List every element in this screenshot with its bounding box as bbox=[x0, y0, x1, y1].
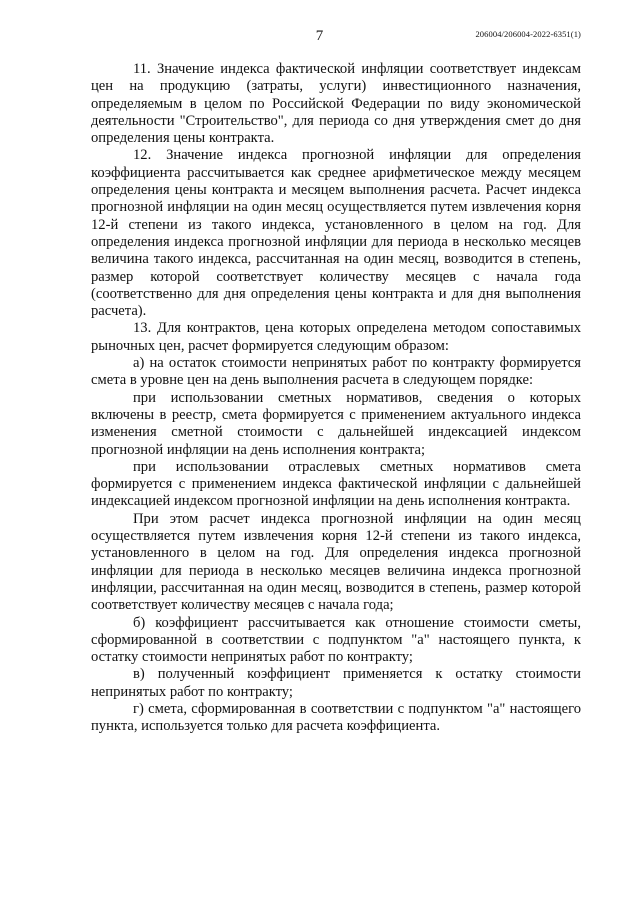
paragraph-registry-norms: при использовании сметных нормативов, сведения о которых включены в реестр, смета формируется с применением актуального индекса изменения сметной стоимости с дальнейшей индексацией индексом прогнозной инфляции на день исполнения контракта; bbox=[91, 389, 581, 458]
paragraph-11: 11. Значение индекса фактической инфляции соответствует индексам цен на продукцию (затраты, услуги) инвестиционного назначения, определяемым в целом по Российской Федерации по виду экономической деятельности "Строительство", для периода со дня утверждения смет до дня определения цены контракта. bbox=[91, 61, 581, 147]
subparagraph-g: г) смета, сформированная в соответствии с подпунктом "а" настоящего пункта, используется только для расчета коэффициента. bbox=[91, 700, 581, 735]
paragraph-12: 12. Значение индекса прогнозной инфляции для определения коэффициента рассчитывается как среднее арифметическое между месяцем определения цены контракта и месяцем выполнения расчета. Расчет индекса прогнозной инфляции на один месяц осуществляется путем извлечения корня 12-й степени из такого индекса, установленного в целом на год. Для определения индекса прогнозной инфляции для периода в несколько месяцев величина такого индекса, рассчитанная на один месяц, возводится в степень, размер которой соответствует количеству месяцев с начала года (соответственно для дня определения цены контракта и для дня выполнения расчета). bbox=[91, 147, 581, 320]
paragraph-forecast-index: При этом расчет индекса прогнозной инфляции на один месяц осуществляется путем извлечения корня 12-й степени из такого индекса, установленного в целом на год. Для определения индекса прогнозной инфляции для периода в несколько месяцев величина индекса прогнозной инфляции, рассчитанная на один месяц, возводится в степень, размер которой соответствует количеству месяцев с начала года; bbox=[91, 510, 581, 614]
paragraph-industry-norms: при использовании отраслевых сметных нормативов смета формируется с применением индекса фактической инфляции с дальнейшей индексацией индексом прогнозной инфляции на день исполнения контракта. bbox=[91, 458, 581, 510]
document-id: 206004/206004-2022-6351(1) bbox=[475, 29, 581, 39]
body-text bbox=[91, 61, 581, 736]
page-number: 7 bbox=[315, 28, 324, 44]
subparagraph-v: в) полученный коэффициент применяется к остатку стоимости непринятых работ по контракту; bbox=[91, 666, 581, 700]
subparagraph-b: б) коэффициент рассчитывается как отношение стоимости сметы, сформированной в соответствии с подпунктом "а" настоящего пункта, к остатку стоимости непринятых работ по контракту; bbox=[91, 614, 581, 666]
paragraph-13: 13. Для контрактов, цена которых определена методом сопоставимых рыночных цен, расчет формируется следующим образом: bbox=[91, 320, 581, 354]
subparagraph-a: а) на остаток стоимости непринятых работ по контракту формируется смета в уровне цен на день выполнения расчета в следующем порядке: bbox=[91, 355, 581, 389]
